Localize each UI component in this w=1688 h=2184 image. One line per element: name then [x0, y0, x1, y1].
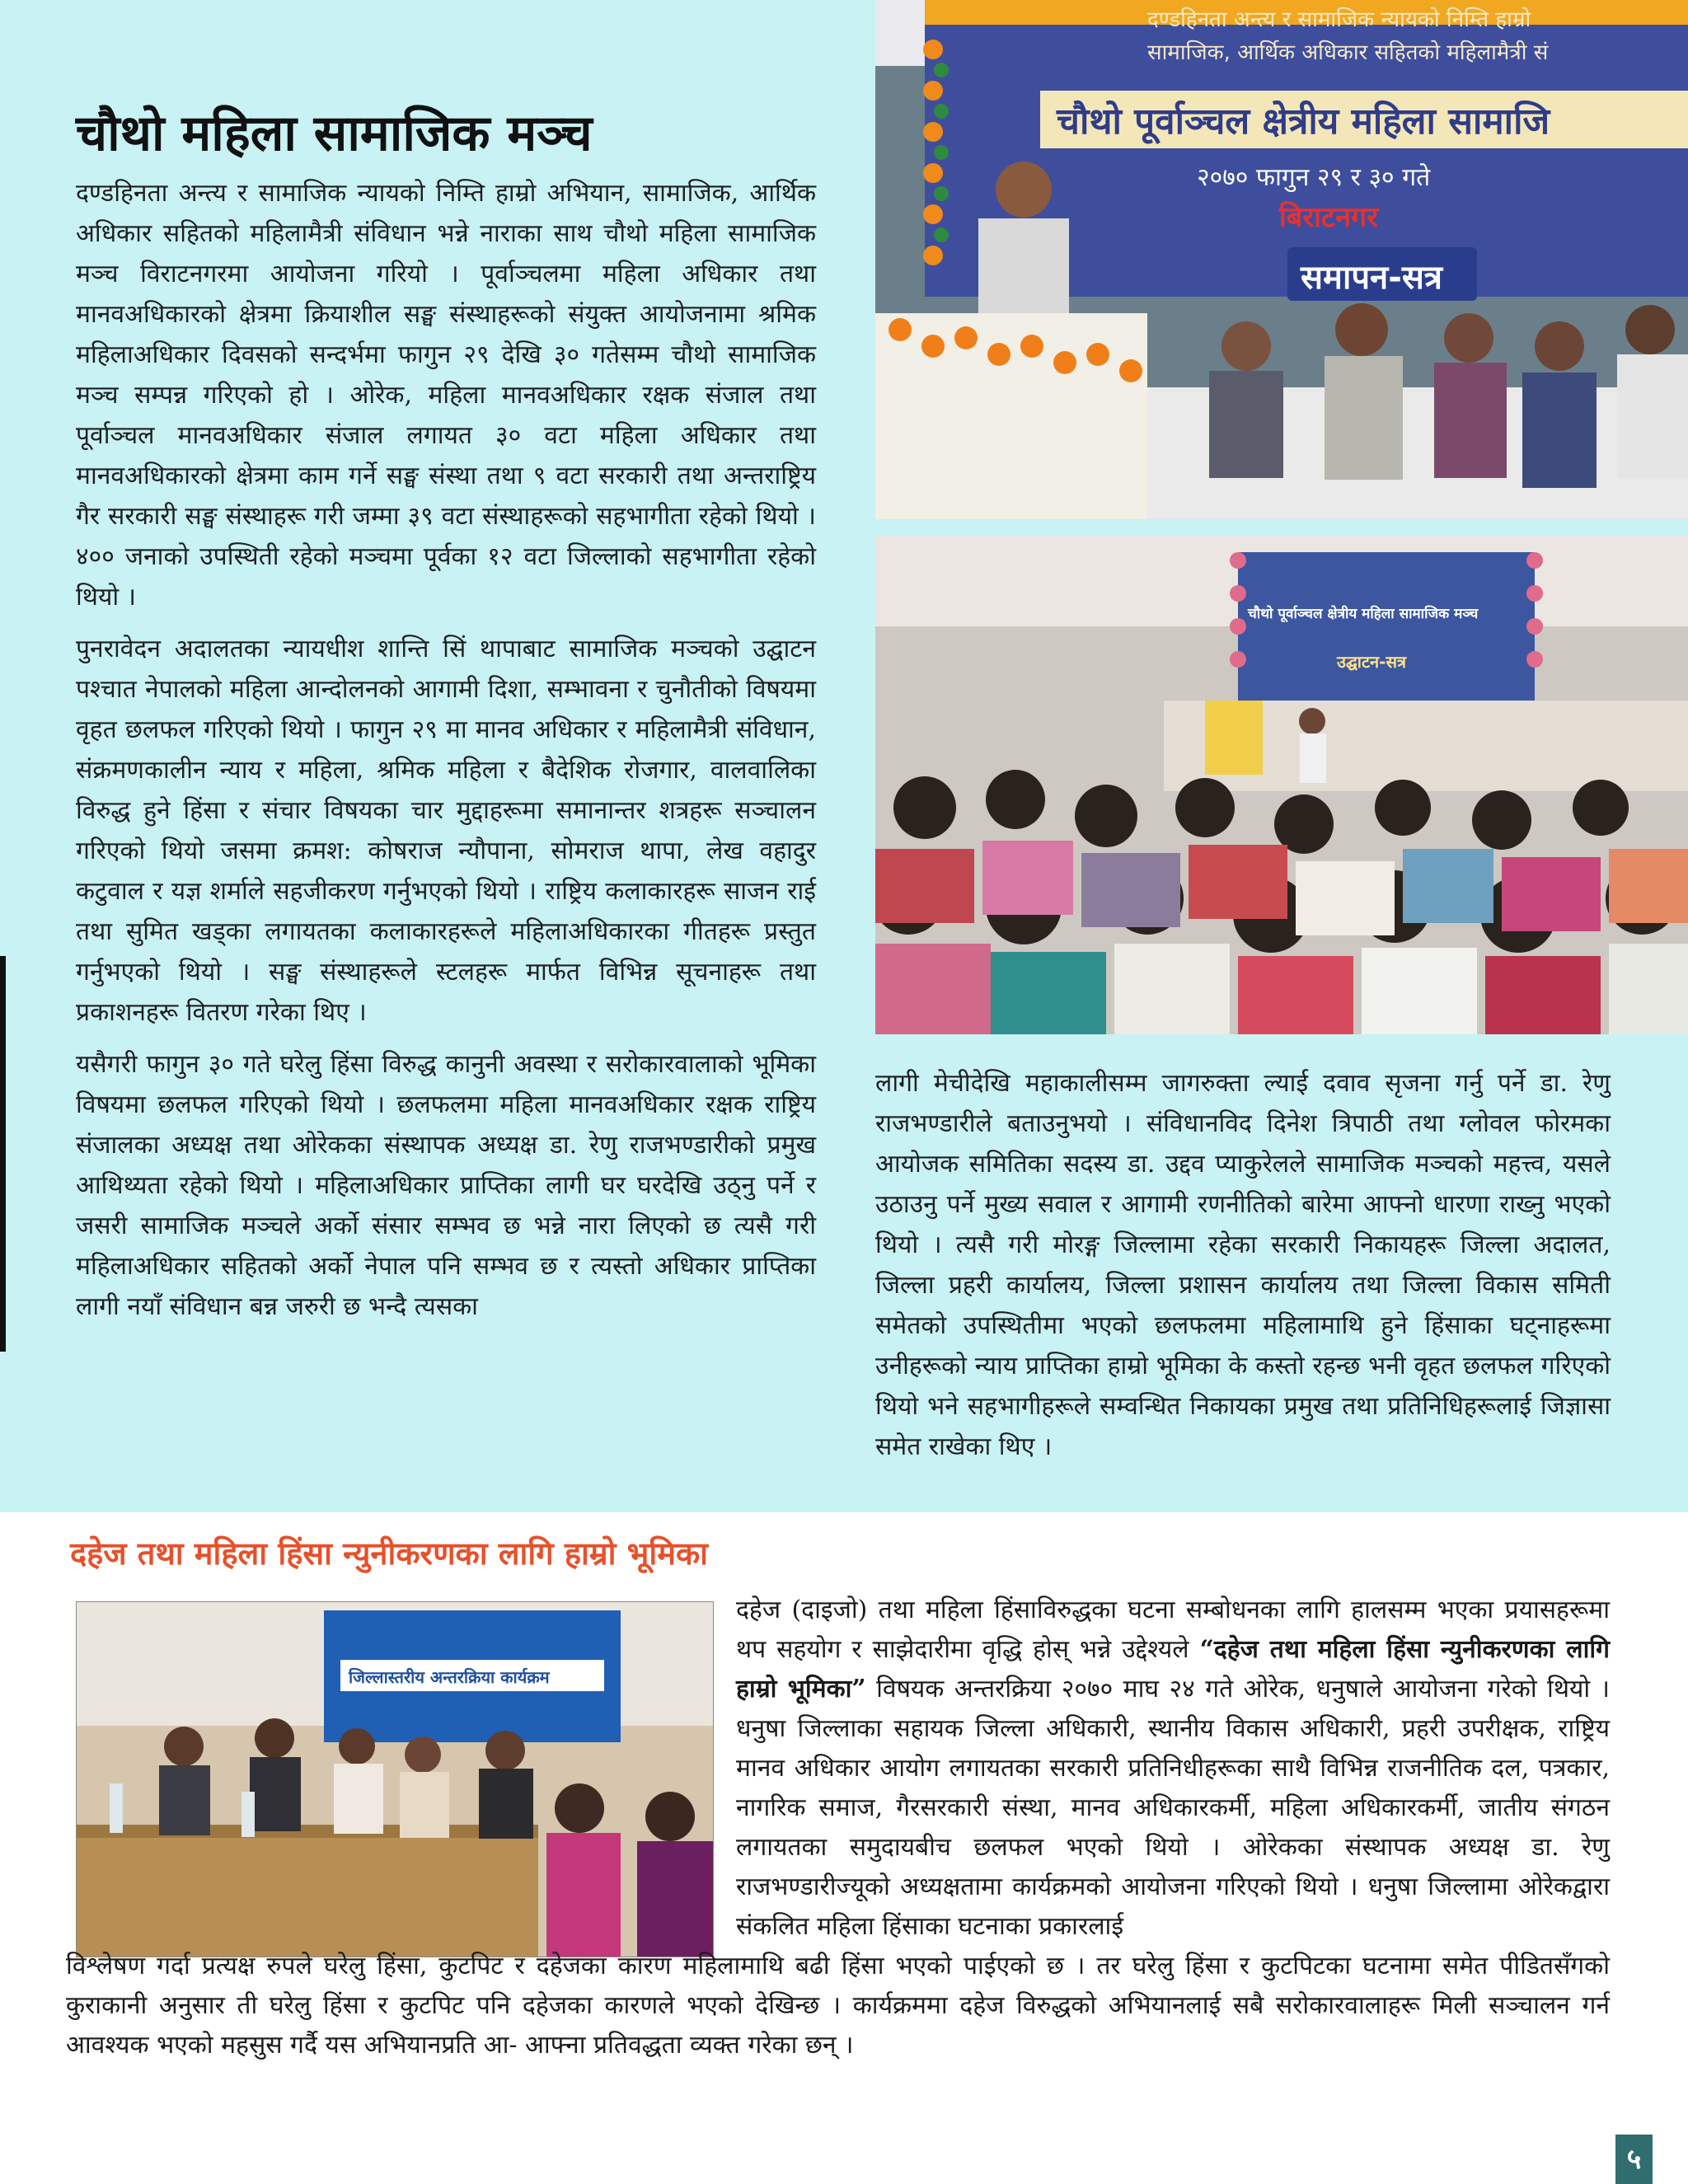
article-right-column — [875, 1063, 1611, 1479]
banner-date: २०७० फागुन २९ र ३० गते — [1197, 163, 1431, 192]
banner-line-2: सामाजिक, आर्थिक अधिकार सहितको महिलामैत्री सं — [1147, 40, 1549, 65]
photo-interaction-program — [76, 1601, 714, 1957]
banner-session-2: उद्घाटन-सत्र — [1337, 652, 1407, 672]
banner-session: समापन-सत्र — [1301, 259, 1442, 297]
banner-line-1: दण्डहिनता अन्त्य र सामाजिक न्यायको निम्ति हाम्रो — [1147, 7, 1531, 32]
intro-text-after: विषयक अन्तरक्रिया २०७० माघ २४ गते ओरेक, धनुषाले आयोजना गरेको थियो । धनुषा जिल्लाका सहायक जिल्ला अधिकारी, स्थानीय विकास अधिकारी, प्रहरी उपरीक्षक, राष्ट्रिय मानव अधिकार आयोग लगायतका सरकारी प्रतिनिधीहरूका साथै विभिन्न राजनीतिक दल, पत्रकार, नागरिक समाज, गैरसरकारी संस्था, मानव अधिकारकर्मी, महिला अधिकारकर्मी, जातीय संगठन लगायतका समुदायबीच छलफल भएको थियो । ओरेकका संस्थापक अध्यक्ष डा. रेणु राजभण्डारीज्यूको अध्यक्षतामा कार्यक्रमको आयोजना गरिएको थियो । धनुषा जिल्लामा ओरेकद्वारा संकलित महिला हिंसाका घटनाका प्रकारलाई — [736, 1675, 1610, 1941]
page-number: ५ — [1615, 2135, 1653, 2184]
banner-title: चौथो पूर्वाञ्चल क्षेत्रीय महिला सामाजि — [1057, 101, 1550, 143]
banner-text-3: जिल्लास्तरीय अन्तरक्रिया कार्यक्रम — [349, 1667, 550, 1687]
banner-title-2: चौथो पूर्वाञ्चल क्षेत्रीय महिला सामाजिक मञ्च — [1248, 606, 1479, 622]
section-intro-text — [736, 1591, 1610, 1947]
paragraph-3: यसैगरी फागुन ३० गते घरेलु हिंसा विरुद्ध कानुनी अवस्था र सरोकारवालाको भूमिका विषयमा छलफल गरिएको थियो । छलफलमा महिला मानवअधिकार रक्षक राष्ट्रिय संजालका अध्यक्ष तथा ओरेकका संस्थापक अध्यक्ष डा. रेणु राजभण्डारीको प्रमुख आथिथ्यता रहेको थियो । महिलाअधिकार प्राप्तिका लागी घर घरदेखि उठ्नु पर्ने र जसरी सामाजिक मञ्चले अर्को संसार सम्भव छ भन्ने नारा लिएको छ त्यसै गरी महिलाअधिकार सहितको अर्को नेपाल पनि सम्भव छ र त्यस्तो अधिकार प्राप्तिका लागी नयाँ संविधान बन्न जरुरी छ भन्दै त्यसका — [76, 1050, 817, 1321]
paragraph-continuation: लागी मेचीदेखि महाकालीसम्म जागरुक्ता ल्याई दवाव सृजना गर्नु पर्ने डा. रेणु राजभण्डारीले बताउनुभयो । संविधानविद दिनेश त्रिपाठी तथा ग्लोवल फोरमका आयोजक समितिका सदस्य डा. उद्दव प्याकुरेलले सामाजिक मञ्चको महत्त्व, यसले उठाउनु पर्ने मुख्य सवाल र आगामी रणनीतिको बारेमा आफ्नो धारणा राख्नु भएको थियो । त्यसै गरी मोरङ्ग जिल्लामा रहेका सरकारी निकायहरू जिल्ला अदालत, जिल्ला प्रहरी कार्यालय, जिल्ला प्रशासन कार्यालय तथा जिल्ला विकास समिती समेतको उपस्थितीमा भएको छलफलमा महिलामाथि हुने हिंसाका घट्नाहरूमा उनीहरूको न्याय प्राप्तिका हाम्रो भूमिका के कस्तो रहन्छ भनी वृहत छलफल गरिएको थियो भने सहभागीहरूले सम्वन्धित निकायका प्रमुख तथा प्रतिनिधिहरूलाई जिज्ञासा समेत राखेका थिए । — [875, 1069, 1611, 1461]
paragraph-1: दण्डहिनता अन्त्य र सामाजिक न्यायको निम्ति हाम्रो अभियान, सामाजिक, आर्थिक अधिकार सहितको महिलामैत्री संविधान भन्ने नाराका साथ चौथो महिला सामाजिक मञ्च विराटनगरमा आयोजना गरियो । पूर्वाञ्चलमा महिला अधिकार तथा मानवअधिकारको क्षेत्रमा क्रियाशील सङ्घ संस्थाहरूको संयुक्त आयोजनामा श्रमिक महिलाअधिकार दिवसको सन्दर्भमा फागुन २९ देखि ३० गतेसम्म चौथो सामाजिक मञ्च सम्पन्न गरिएको हो । ओरेक, महिला मानवअधिकार रक्षक संजाल तथा पूर्वाञ्चल मानवअधिकार संजाल लगायत ३० वटा महिला अधिकार तथा मानवअधिकारको क्षेत्रमा काम गर्ने सङ्घ संस्था तथा ९ वटा सरकारी तथा अन्तराष्ट्रिय गैर सरकारी सङ्घ संस्थाहरू गरी जम्मा ३९ वटा संस्थाहरूको सहभागीता रहेको थियो । ४०० जनाको उपस्थिती रहेको मञ्चमा पूर्वका १२ वटा जिल्लाको सहभागीता रहेको थियो । — [76, 179, 816, 612]
page-edge-marker — [0, 956, 6, 1352]
section-title: दहेज तथा महिला हिंसा न्युनीकरणका लागि हाम्रो भूमिका — [70, 1535, 708, 1572]
photo-closing-session — [875, 0, 1688, 519]
paragraph-2: पुनरावेदन अदालतका न्यायधीश शान्ति सिं थापाबाट सामाजिक मञ्चको उद्घाटन पश्चात नेपालको महिला आन्दोलनको आगामी दिशा, सम्भावना र चुनौतीको विषयमा वृहत छलफल गरिएको थियो । फागुन २९ मा मानव अधिकार र महिलामैत्री संविधान, संक्रमणकालीन न्याय र महिला, श्रमिक महिला र बैदेशिक रोजगार, वालवालिका विरुद्ध हुने हिंसा र संचार विषयका चार मुद्दाहरूमा समानान्तर शत्रहरू सञ्चालन गरिएको थियो जसमा क्रमश: कोषराज न्यौपाना, सोमराज थापा, लेख वहादुर कटुवाल र यज्ञ शर्माले सहजीकरण गर्नुभएको थियो । राष्ट्रिय कलाकारहरू साजन राई तथा सुमित खड्का लगायतका कलाकारहरूले महिलाअधिकारका गीतहरू प्रस्तुत गर्नुभएको थियो । सङ्घ संस्थाहरूले स्टलहरू मार्फत विभिन्न सूचनाहरू तथा प्रकाशनहरू वितरण गरेका थिए । — [76, 635, 816, 1027]
article-left-column — [76, 173, 816, 1338]
intro-text-before: दहेज (दाइजो) तथा महिला हिंसाविरुद्धका घटना सम्बोधनका लागि हालसम्म भएका प्रयासहरूमा थप सहयोग र साझेदारीमा वृद्धि होस् भन्ने उद्देश्यले — [736, 1596, 1610, 1664]
article-title: चौथो महिला सामाजिक मञ्च — [76, 105, 593, 162]
program-name-bold: “दहेज तथा महिला हिंसा न्युनीकरणका लागि हाम्रो भूमिका” — [736, 1635, 1611, 1704]
section-full-width-text: विश्लेषण गर्दा प्रत्यक्ष रुपले घरेलु हिंसा, कुटपिट र दहेजका कारण महिलामाथि बढी हिंसा भएको पाईएको छ । तर घरेलु हिंसा र कुटपिटका घटनामा समेत पीडितसँगको कुराकानी अनुसार ती घरेलु हिंसा र कुटपिट पनि दहेजका कारणले भएको देखिन्छ । कार्यक्रममा दहेज विरुद्धको अभियानलाई सबै सरोकारवालाहरू मिली सञ्चालन गर्न आवश्यक भएको महसुस गर्दै यस अभियानप्रति आ- आफ्ना प्रतिवद्धता व्यक्त गरेका छन् । — [66, 1952, 1610, 2060]
photo-opening-session — [875, 536, 1688, 1034]
banner-city: बिराटनगर — [1279, 201, 1378, 234]
